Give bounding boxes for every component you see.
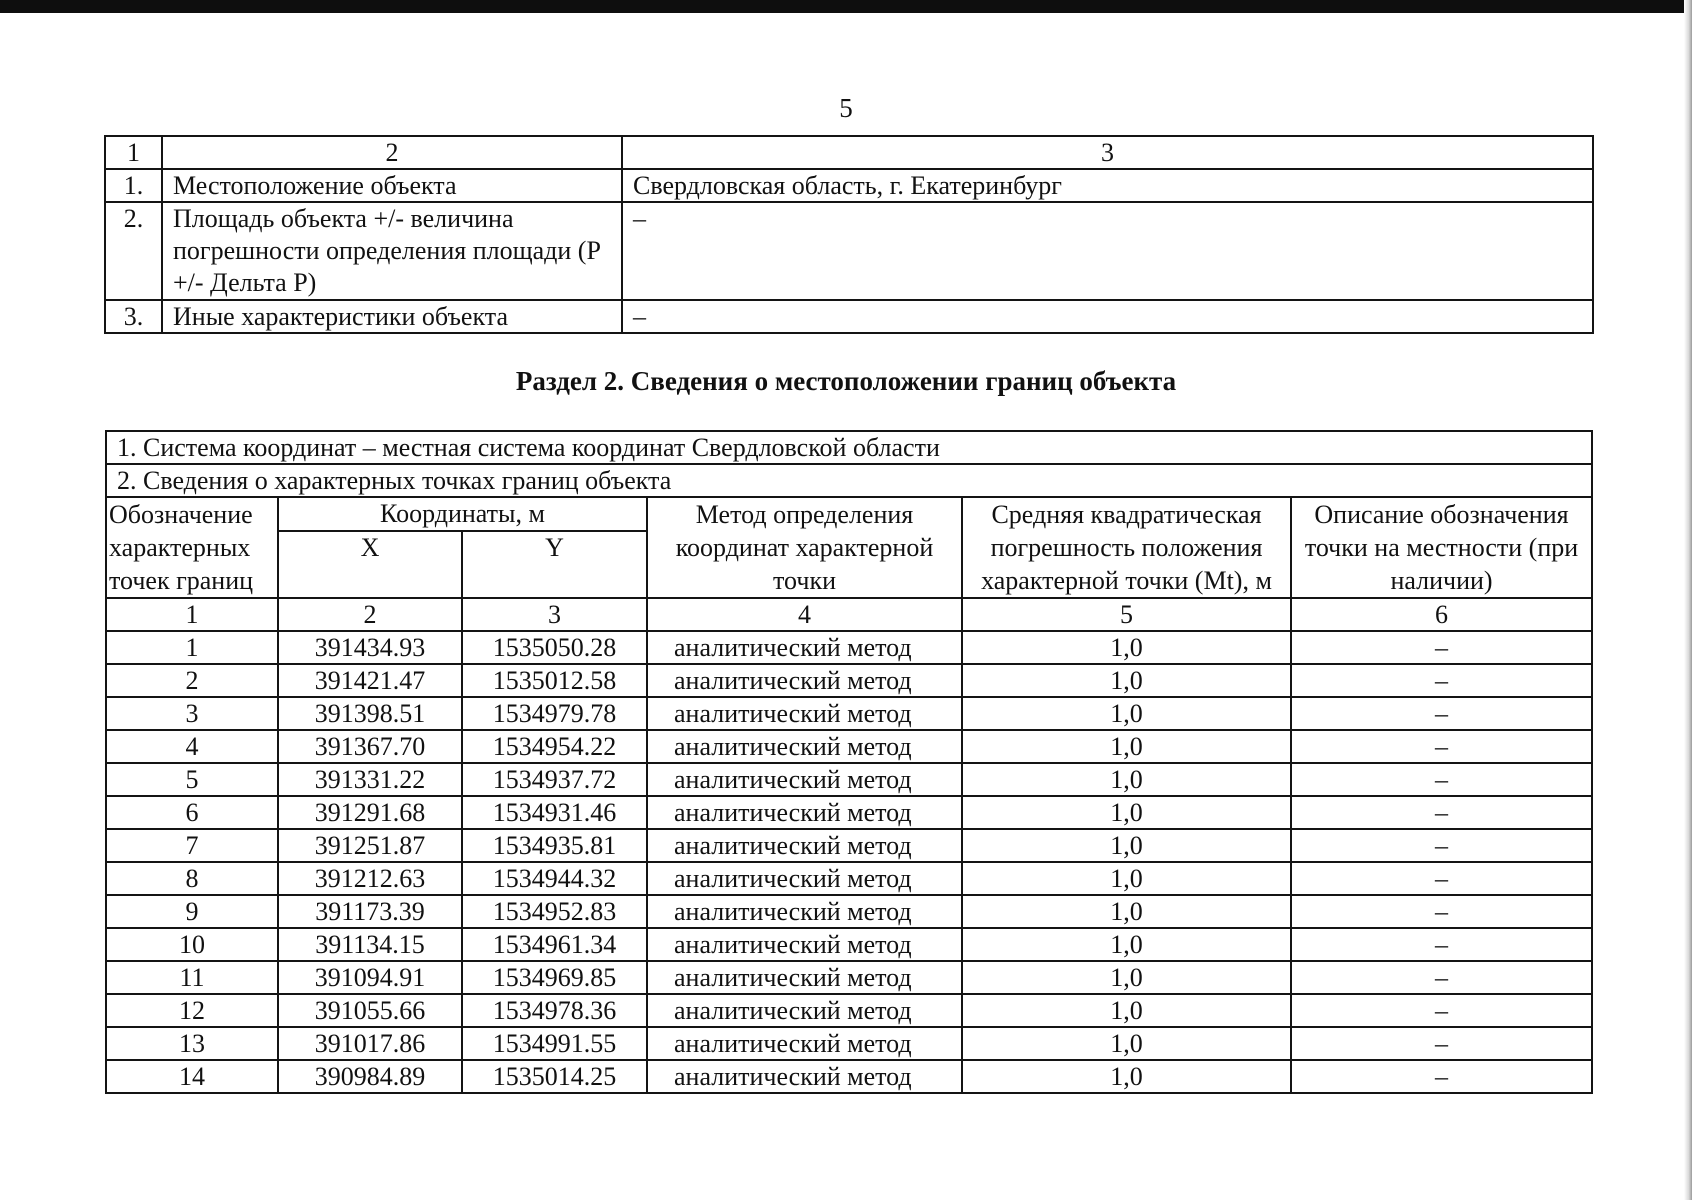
error-cell: 1,0 [962,928,1291,961]
y-coordinate-cell: 1534935.81 [462,829,647,862]
error-cell: 1,0 [962,664,1291,697]
point-number-cell: 1 [106,631,278,664]
table-row [106,1060,1592,1093]
table-row [106,1027,1592,1060]
table-header-row [105,136,1593,169]
method-cell: аналитический метод [647,895,962,928]
method-cell: аналитический метод [647,928,962,961]
page-number: 5 [839,93,853,123]
point-number-cell: 3 [106,697,278,730]
error-cell: 1,0 [962,730,1291,763]
row-number: 1. [105,169,162,202]
column-number: 2 [278,598,462,631]
point-number-cell: 7 [106,829,278,862]
description-cell: – [1291,697,1592,730]
y-coordinate-cell: 1534961.34 [462,928,647,961]
x-coordinate-cell: 391367.70 [278,730,462,763]
x-coordinate-cell: 391421.47 [278,664,462,697]
error-header: Средняя квадратическая погрешность положения характерной точки (Mt), м [962,497,1291,598]
coord-system-cell: 1. Система координат – местная система координат Свердловской области [106,431,1592,464]
method-cell: аналитический метод [647,961,962,994]
method-cell: аналитический метод [647,1027,962,1060]
error-cell: 1,0 [962,829,1291,862]
x-coordinate-cell: 390984.89 [278,1060,462,1093]
description-cell: – [1291,961,1592,994]
section-title: Раздел 2. Сведения о местоположении границ объекта [515,366,1177,396]
table-row [106,631,1592,664]
x-coordinate-cell: 391134.15 [278,928,462,961]
point-number-cell: 14 [106,1060,278,1093]
point-number-cell: 13 [106,1027,278,1060]
point-number-cell: 4 [106,730,278,763]
scan-right-edge [1684,0,1692,1200]
table-row [106,763,1592,796]
point-number-cell: 2 [106,664,278,697]
table-row [105,169,1593,202]
column-number: 5 [962,598,1291,631]
y-coordinate-cell: 1534931.46 [462,796,647,829]
table-row [106,961,1592,994]
y-coordinate-cell: 1535050.28 [462,631,647,664]
description-cell: – [1291,730,1592,763]
error-cell: 1,0 [962,697,1291,730]
table-row [106,697,1592,730]
description-cell: – [1291,1060,1592,1093]
method-cell: аналитический метод [647,862,962,895]
y-coordinate-cell: 1534952.83 [462,895,647,928]
y-header: Y [462,531,647,598]
row-number: 3. [105,300,162,333]
method-header: Метод определения координат характерной точки [647,497,962,598]
method-cell: аналитический метод [647,829,962,862]
table-row [105,300,1593,333]
table-row [106,994,1592,1027]
points-title-cell: 2. Сведения о характерных точках границ объекта [106,464,1592,497]
method-cell: аналитический метод [647,1060,962,1093]
error-cell: 1,0 [962,763,1291,796]
method-cell: аналитический метод [647,631,962,664]
characteristic-name: Площадь объекта +/- величина погрешности определения площади (Р +/- Дельта Р) [162,202,622,300]
x-coordinate-cell: 391291.68 [278,796,462,829]
x-coordinate-cell: 391017.86 [278,1027,462,1060]
boundary-points-table [105,430,1593,1094]
table-row [106,796,1592,829]
table-row [105,202,1593,300]
description-cell: – [1291,796,1592,829]
table-row [106,829,1592,862]
error-cell: 1,0 [962,961,1291,994]
characteristic-name: Иные характеристики объекта [162,300,622,333]
description-cell: – [1291,829,1592,862]
points-title-row [106,464,1592,497]
point-number-cell: 12 [106,994,278,1027]
coordinates-header: Координаты, м [278,497,647,531]
x-coordinate-cell: 391251.87 [278,829,462,862]
x-coordinate-cell: 391398.51 [278,697,462,730]
description-cell: – [1291,631,1592,664]
method-cell: аналитический метод [647,763,962,796]
table-row [106,730,1592,763]
description-cell: – [1291,862,1592,895]
y-coordinate-cell: 1534969.85 [462,961,647,994]
x-coordinate-cell: 391055.66 [278,994,462,1027]
table-row [106,928,1592,961]
error-cell: 1,0 [962,895,1291,928]
table-row [106,664,1592,697]
method-cell: аналитический метод [647,796,962,829]
column-number-row [106,598,1592,631]
method-cell: аналитический метод [647,994,962,1027]
table-row [106,895,1592,928]
description-cell: – [1291,763,1592,796]
x-coordinate-cell: 391173.39 [278,895,462,928]
x-coordinate-cell: 391434.93 [278,631,462,664]
description-cell: – [1291,1027,1592,1060]
header-cell: 3 [622,136,1593,169]
error-cell: 1,0 [962,796,1291,829]
error-cell: 1,0 [962,862,1291,895]
y-coordinate-cell: 1535014.25 [462,1060,647,1093]
object-info-table [104,135,1594,334]
description-header: Описание обозначения точки на местности (при наличии) [1291,497,1592,598]
point-number-cell: 5 [106,763,278,796]
designation-header: Обозначение характерных точек границ [106,497,278,598]
y-coordinate-cell: 1535012.58 [462,664,647,697]
table-row [106,862,1592,895]
row-number: 2. [105,202,162,300]
characteristic-name: Местоположение объекта [162,169,622,202]
point-number-cell: 10 [106,928,278,961]
method-cell: аналитический метод [647,664,962,697]
characteristic-value: – [622,300,1593,333]
characteristic-value: Свердловская область, г. Екатеринбург [622,169,1593,202]
column-number: 6 [1291,598,1592,631]
point-number-cell: 9 [106,895,278,928]
x-coordinate-cell: 391212.63 [278,862,462,895]
x-coordinate-cell: 391331.22 [278,763,462,796]
y-coordinate-cell: 1534978.36 [462,994,647,1027]
description-cell: – [1291,994,1592,1027]
point-number-cell: 11 [106,961,278,994]
point-number-cell: 8 [106,862,278,895]
y-coordinate-cell: 1534954.22 [462,730,647,763]
description-cell: – [1291,895,1592,928]
header-cell: 2 [162,136,622,169]
error-cell: 1,0 [962,994,1291,1027]
coord-system-row [106,431,1592,464]
error-cell: 1,0 [962,1027,1291,1060]
column-number: 4 [647,598,962,631]
error-cell: 1,0 [962,631,1291,664]
y-coordinate-cell: 1534944.32 [462,862,647,895]
description-cell: – [1291,928,1592,961]
point-number-cell: 6 [106,796,278,829]
y-coordinate-cell: 1534937.72 [462,763,647,796]
description-cell: – [1291,664,1592,697]
method-cell: аналитический метод [647,697,962,730]
characteristic-value: – [622,202,1593,300]
column-number: 1 [106,598,278,631]
x-header: X [278,531,462,598]
column-number: 3 [462,598,647,631]
header-row [106,497,1592,531]
header-cell: 1 [105,136,162,169]
x-coordinate-cell: 391094.91 [278,961,462,994]
y-coordinate-cell: 1534979.78 [462,697,647,730]
y-coordinate-cell: 1534991.55 [462,1027,647,1060]
method-cell: аналитический метод [647,730,962,763]
scan-top-border [0,0,1692,13]
points-body [106,631,1592,1093]
error-cell: 1,0 [962,1060,1291,1093]
